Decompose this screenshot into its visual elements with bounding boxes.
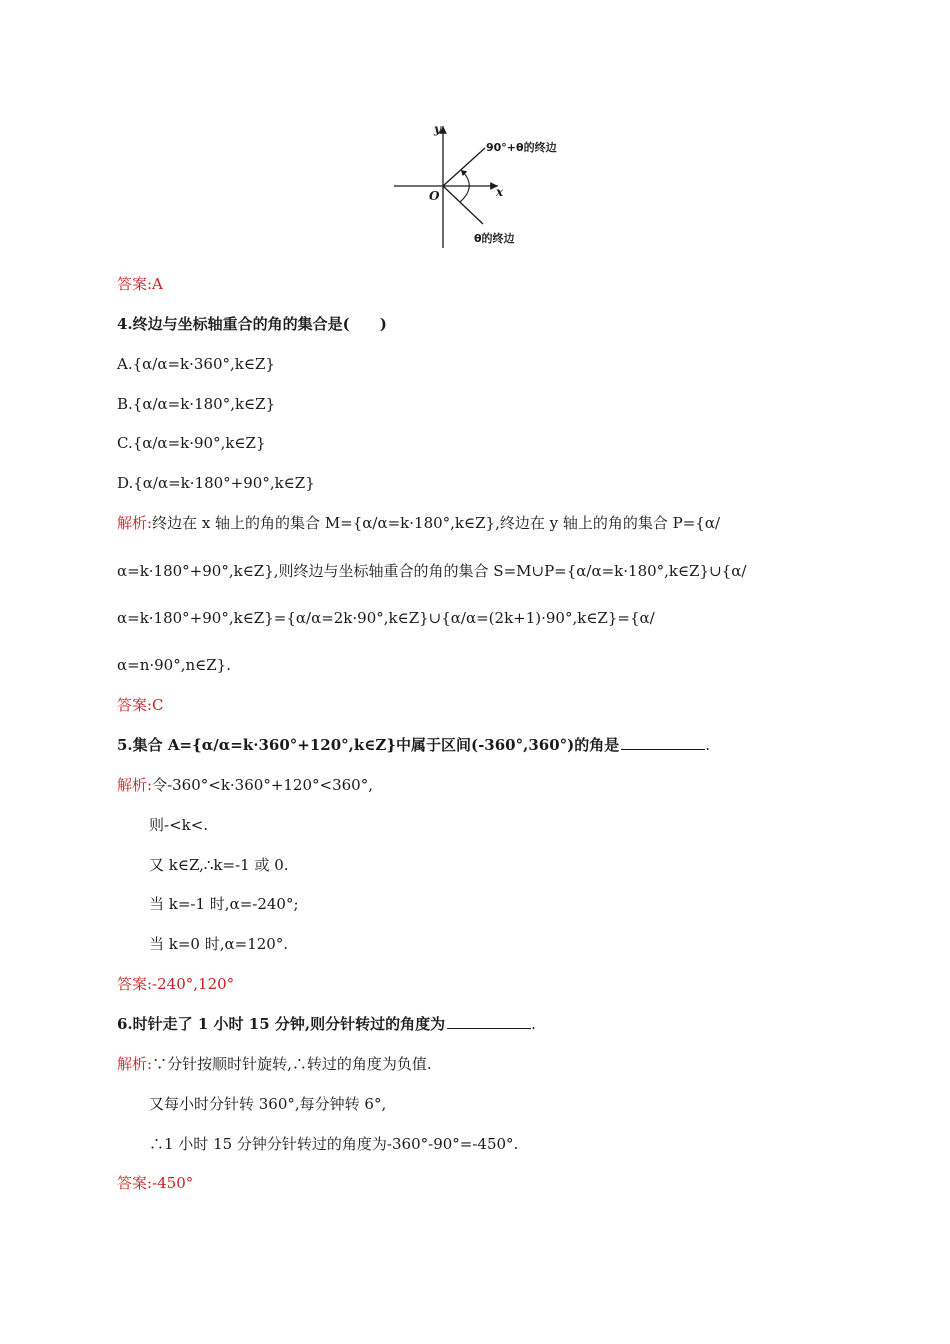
y-axis-label: y: [434, 122, 441, 136]
solution-5-line-5: 当 k=0 时,α=120°.: [149, 935, 289, 953]
answer-3: 答案:A: [117, 275, 163, 293]
origin-label: O: [429, 189, 440, 203]
option-4d: D.{α/α=k·180°+90°,k∈Z}: [117, 474, 315, 492]
solution-5-line-1: 解析:令-360°<k·360°+120°<360°,: [117, 776, 373, 794]
solution-6-line-3: ∴1 小时 15 分钟分针转过的角度为-360°-90°=-450°.: [149, 1135, 519, 1153]
upper-ray: [443, 148, 485, 186]
question-4: 4.终边与坐标轴重合的角的集合是( ): [117, 315, 387, 333]
option-4b: B.{α/α=k·180°,k∈Z}: [117, 395, 276, 413]
solution-label: 解析:: [117, 1055, 153, 1073]
question-6: 6.时针走了 1 小时 15 分钟,则分针转过的角度为: [117, 1015, 446, 1033]
lower-ray: [443, 186, 483, 224]
answer-4: 答案:C: [117, 696, 164, 714]
angle-diagram: [380, 118, 560, 258]
answer-blank-5: [621, 735, 705, 750]
question-6-row: 6.时针走了 1 小时 15 分钟,则分针转过的角度为 .: [117, 1015, 536, 1033]
solution-5-line-4: 当 k=-1 时,α=-240°;: [149, 895, 299, 913]
question-5-row: 5.集合 A={α/α=k·360°+120°,k∈Z}中属于区间(-360°,360°)的角是 .: [117, 736, 711, 754]
option-4c: C.{α/α=k·90°,k∈Z}: [117, 434, 266, 452]
x-axis-label: x: [496, 185, 504, 199]
solution-4-line-2: α=k·180°+90°,k∈Z},则终边与坐标轴重合的角的集合 S=M∪P={α/α=k·180°,k∈Z}∪{α/: [117, 562, 747, 580]
answer-blank-6: [447, 1014, 531, 1029]
solution-5-line-3: 又 k∈Z,∴k=-1 或 0.: [149, 856, 289, 874]
solution-6-line-2: 又每小时分针转 360°,每分钟转 6°,: [149, 1095, 387, 1113]
solution-6-line-1: 解析:∵分针按顺时针旋转,∴转过的角度为负值.: [117, 1055, 432, 1073]
answer-5: 答案:-240°,120°: [117, 975, 235, 993]
upper-ray-label: 90°+θ的终边: [486, 141, 557, 154]
solution-5-line-2: 则-<k<.: [149, 816, 209, 834]
solution-4-line-4: α=n·90°,n∈Z}.: [117, 656, 231, 674]
question-5: 5.集合 A={α/α=k·360°+120°,k∈Z}中属于区间(-360°,360°)的角是: [117, 736, 620, 754]
answer-6: 答案:-450°: [117, 1174, 194, 1192]
solution-label: 解析:: [117, 514, 153, 532]
option-4a: A.{α/α=k·360°,k∈Z}: [117, 355, 275, 373]
solution-4-line-3: α=k·180°+90°,k∈Z}={α/α=2k·90°,k∈Z}∪{α/α=(2k+1)·90°,k∈Z}={α/: [117, 609, 655, 627]
lower-ray-label: θ的终边: [474, 232, 515, 245]
solution-4-line-1: 解析:终边在 x 轴上的角的集合 M={α/α=k·180°,k∈Z},终边在 y 轴上的角的集合 P={α/: [117, 514, 721, 532]
solution-label: 解析:: [117, 776, 153, 794]
